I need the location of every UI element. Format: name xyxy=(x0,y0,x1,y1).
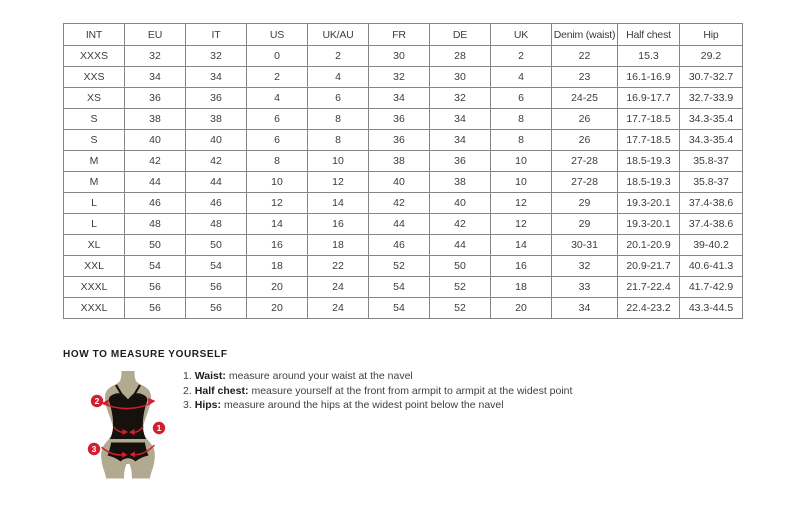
column-header: IT xyxy=(186,24,247,46)
table-cell: 18.5-19.3 xyxy=(618,172,680,193)
table-cell: 20 xyxy=(247,277,308,298)
table-cell: S xyxy=(64,109,125,130)
table-cell: 40.6-41.3 xyxy=(680,256,743,277)
table-row xyxy=(64,256,743,277)
table-cell: 8 xyxy=(491,130,552,151)
table-cell: 18 xyxy=(247,256,308,277)
table-cell: S xyxy=(64,130,125,151)
measure-steps xyxy=(183,369,572,413)
table-row xyxy=(64,46,743,67)
column-header: DE xyxy=(430,24,491,46)
column-header: Hip xyxy=(680,24,743,46)
table-cell: 32 xyxy=(186,46,247,67)
table-cell: 30 xyxy=(430,67,491,88)
table-cell: 24 xyxy=(308,277,369,298)
table-cell: 50 xyxy=(125,235,186,256)
table-cell: 38 xyxy=(125,109,186,130)
table-cell: 10 xyxy=(247,172,308,193)
step-text: measure yourself at the front from armpit to armpit at the widest point xyxy=(251,384,573,397)
table-row xyxy=(64,88,743,109)
table-cell: 54 xyxy=(369,298,430,319)
table-cell: 18 xyxy=(491,277,552,298)
table-cell: 14 xyxy=(247,214,308,235)
column-header: US xyxy=(247,24,308,46)
table-body xyxy=(64,46,743,319)
table-cell: 56 xyxy=(125,298,186,319)
table-cell: 56 xyxy=(125,277,186,298)
table-cell: 41.7-42.9 xyxy=(680,277,743,298)
table-cell: 20 xyxy=(491,298,552,319)
table-cell: 34.3-35.4 xyxy=(680,109,743,130)
table-cell: 4 xyxy=(491,67,552,88)
table-cell: 2 xyxy=(247,67,308,88)
table-cell: 28 xyxy=(430,46,491,67)
table-cell: L xyxy=(64,193,125,214)
step-number: 2. xyxy=(183,384,192,397)
table-cell: 42 xyxy=(430,214,491,235)
table-cell: 36 xyxy=(369,130,430,151)
table-cell: L xyxy=(64,214,125,235)
table-cell: 14 xyxy=(491,235,552,256)
table-row xyxy=(64,277,743,298)
table-cell: XXL xyxy=(64,256,125,277)
table-cell: 4 xyxy=(247,88,308,109)
table-cell: 27-28 xyxy=(552,151,618,172)
table-cell: 16 xyxy=(247,235,308,256)
table-cell: 24 xyxy=(308,298,369,319)
table-cell: 32 xyxy=(430,88,491,109)
table-cell: 19.3-20.1 xyxy=(618,214,680,235)
table-cell: 34 xyxy=(430,130,491,151)
table-cell: 52 xyxy=(430,277,491,298)
table-cell: 8 xyxy=(308,130,369,151)
table-cell: 54 xyxy=(186,256,247,277)
table-cell: 36 xyxy=(369,109,430,130)
table-cell: 42 xyxy=(125,151,186,172)
table-cell: 40 xyxy=(430,193,491,214)
table-row xyxy=(64,235,743,256)
mannequin-illustration xyxy=(80,369,176,481)
step-label: Half chest: xyxy=(194,384,249,397)
table-cell: 16 xyxy=(491,256,552,277)
table-cell: M xyxy=(64,151,125,172)
table-cell: 16.9-17.7 xyxy=(618,88,680,109)
table-cell: 34 xyxy=(186,67,247,88)
table-row xyxy=(64,214,743,235)
table-row xyxy=(64,109,743,130)
step-number: 1. xyxy=(183,370,192,382)
table-cell: 39-40.2 xyxy=(680,235,743,256)
step-label: Hips: xyxy=(194,399,222,411)
table-cell: 23 xyxy=(552,67,618,88)
table-cell: 27-28 xyxy=(552,172,618,193)
table-cell: 20 xyxy=(247,298,308,319)
badge-3-number: 3 xyxy=(91,444,97,454)
table-cell: 29 xyxy=(552,193,618,214)
table-cell: 24-25 xyxy=(552,88,618,109)
table-cell: 10 xyxy=(491,172,552,193)
table-cell: 32 xyxy=(369,67,430,88)
table-cell: 22.4-23.2 xyxy=(618,298,680,319)
table-cell: 32 xyxy=(552,256,618,277)
column-header: UK/AU xyxy=(308,24,369,46)
table-cell: 14 xyxy=(308,193,369,214)
table-cell: 10 xyxy=(308,151,369,172)
table-cell: 6 xyxy=(247,130,308,151)
table-cell: 12 xyxy=(491,193,552,214)
table-cell: 26 xyxy=(552,130,618,151)
table-cell: 56 xyxy=(186,277,247,298)
table-cell: 29.2 xyxy=(680,46,743,67)
table-header-row xyxy=(64,24,743,46)
table-cell: 2 xyxy=(491,46,552,67)
table-cell: 37.4-38.6 xyxy=(680,214,743,235)
table-cell: 36 xyxy=(430,151,491,172)
column-header: FR xyxy=(369,24,430,46)
table-cell: 46 xyxy=(186,193,247,214)
table-cell: 29 xyxy=(552,214,618,235)
table-cell: M xyxy=(64,172,125,193)
step-text: measure around the hips at the widest point below the navel xyxy=(224,399,504,411)
table-cell: 6 xyxy=(247,109,308,130)
column-header: Half chest xyxy=(618,24,680,46)
table-cell: 20.9-21.7 xyxy=(618,256,680,277)
size-chart-table xyxy=(63,23,743,319)
measurement-figure xyxy=(80,369,176,481)
step-label: Waist: xyxy=(194,370,226,382)
table-cell: 42 xyxy=(369,193,430,214)
table-row xyxy=(64,130,743,151)
table-cell: 54 xyxy=(369,277,430,298)
table-cell: 8 xyxy=(247,151,308,172)
table-cell: XS xyxy=(64,88,125,109)
table-cell: 44 xyxy=(369,214,430,235)
table-cell: 21.7-22.4 xyxy=(618,277,680,298)
table-row xyxy=(64,193,743,214)
table-cell: 30 xyxy=(369,46,430,67)
table-cell: 42 xyxy=(186,151,247,172)
table-row xyxy=(64,67,743,88)
table-cell: 6 xyxy=(308,88,369,109)
table-row xyxy=(64,298,743,319)
table-cell: 35.8-37 xyxy=(680,151,743,172)
table-cell: 56 xyxy=(186,298,247,319)
table-row xyxy=(64,172,743,193)
table-cell: 18.5-19.3 xyxy=(618,151,680,172)
table-cell: 8 xyxy=(308,109,369,130)
table-cell: 52 xyxy=(369,256,430,277)
table-cell: 50 xyxy=(186,235,247,256)
table-cell: 17.7-18.5 xyxy=(618,130,680,151)
table-cell: 32.7-33.9 xyxy=(680,88,743,109)
column-header: Denim (waist) xyxy=(552,24,618,46)
badge-1-number: 1 xyxy=(156,423,162,433)
table-cell: 44 xyxy=(125,172,186,193)
table-cell: 34 xyxy=(369,88,430,109)
table-cell: XXXS xyxy=(64,46,125,67)
table-cell: 48 xyxy=(186,214,247,235)
table-cell: 34 xyxy=(552,298,618,319)
table-cell: 0 xyxy=(247,46,308,67)
table-cell: 44 xyxy=(186,172,247,193)
table-cell: 40 xyxy=(186,130,247,151)
table-cell: 36 xyxy=(125,88,186,109)
table-cell: 52 xyxy=(430,298,491,319)
table-cell: XL xyxy=(64,235,125,256)
column-header: INT xyxy=(64,24,125,46)
table-cell: 26 xyxy=(552,109,618,130)
measure-step-waist xyxy=(183,369,572,384)
table-cell: 19.3-20.1 xyxy=(618,193,680,214)
table-cell: 4 xyxy=(308,67,369,88)
table-cell: 36 xyxy=(186,88,247,109)
measure-step-hips xyxy=(183,398,572,413)
table-cell: 16 xyxy=(308,214,369,235)
table-cell: XXS xyxy=(64,67,125,88)
table-cell: 46 xyxy=(369,235,430,256)
table-cell: 12 xyxy=(308,172,369,193)
table-cell: 40 xyxy=(369,172,430,193)
table-cell: 48 xyxy=(125,214,186,235)
table-cell: 35.8-37 xyxy=(680,172,743,193)
chest-arrow-right xyxy=(148,398,156,406)
badge-2-number: 2 xyxy=(94,396,100,406)
table-cell: 10 xyxy=(491,151,552,172)
table-cell: 34.3-35.4 xyxy=(680,130,743,151)
table-cell: 34 xyxy=(430,109,491,130)
table-cell: 20.1-20.9 xyxy=(618,235,680,256)
table-cell: 54 xyxy=(125,256,186,277)
table-cell: 37.4-38.6 xyxy=(680,193,743,214)
measure-section-title: HOW TO MEASURE YOURSELF xyxy=(63,349,228,360)
table-cell: 17.7-18.5 xyxy=(618,109,680,130)
table-cell: 15.3 xyxy=(618,46,680,67)
camisole-top xyxy=(109,393,148,439)
table-cell: 18 xyxy=(308,235,369,256)
table-cell: 43.3-44.5 xyxy=(680,298,743,319)
table-cell: 12 xyxy=(491,214,552,235)
table-cell: 32 xyxy=(125,46,186,67)
table-cell: 12 xyxy=(247,193,308,214)
table-cell: 6 xyxy=(491,88,552,109)
table-cell: 40 xyxy=(125,130,186,151)
table-row xyxy=(64,151,743,172)
table-cell: 38 xyxy=(430,172,491,193)
table-cell: XXXL xyxy=(64,277,125,298)
table-cell: XXXL xyxy=(64,298,125,319)
table-cell: 8 xyxy=(491,109,552,130)
step-number: 3. xyxy=(183,399,192,411)
step-text: measure around your waist at the navel xyxy=(228,370,413,382)
measure-step-half-chest xyxy=(183,384,572,399)
column-header: EU xyxy=(125,24,186,46)
table-cell: 46 xyxy=(125,193,186,214)
table-cell: 38 xyxy=(369,151,430,172)
table-cell: 50 xyxy=(430,256,491,277)
table-cell: 30.7-32.7 xyxy=(680,67,743,88)
table-cell: 38 xyxy=(186,109,247,130)
table-cell: 30-31 xyxy=(552,235,618,256)
table-cell: 22 xyxy=(308,256,369,277)
table-cell: 16.1-16.9 xyxy=(618,67,680,88)
table-cell: 33 xyxy=(552,277,618,298)
table-cell: 2 xyxy=(308,46,369,67)
table-cell: 22 xyxy=(552,46,618,67)
table-cell: 34 xyxy=(125,67,186,88)
column-header: UK xyxy=(491,24,552,46)
table-cell: 44 xyxy=(430,235,491,256)
